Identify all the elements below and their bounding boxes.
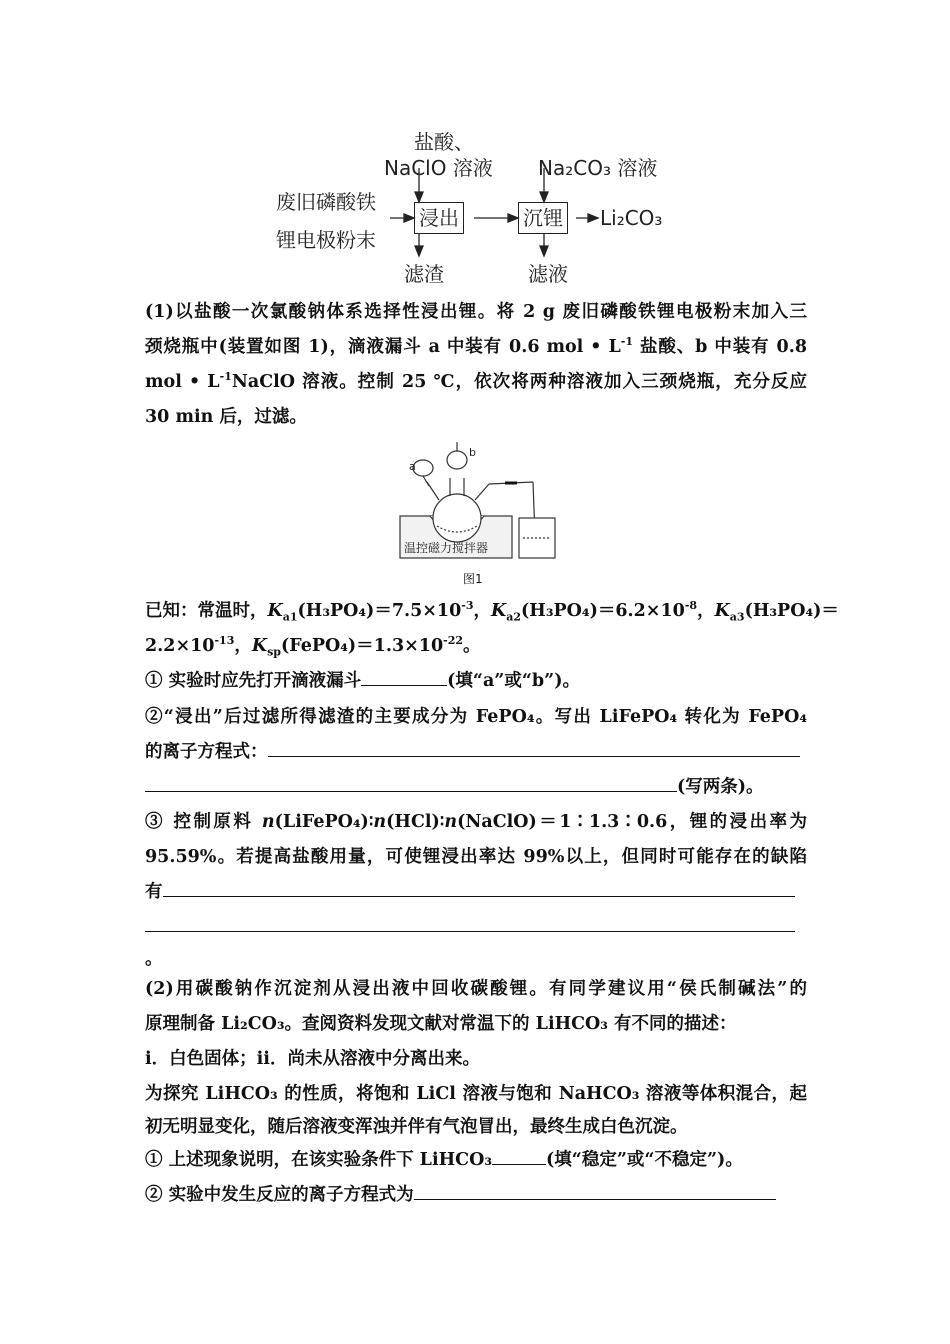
ka3-value: (H₃PO₄)＝ [744, 601, 839, 621]
question-3-line2: 95.59%。若提高盐酸用量，可使锂浸出率达 99%以上，但同时可能存在的缺陷 [145, 847, 807, 867]
question-3-line5: 。 [145, 949, 163, 969]
comma: ， [697, 601, 715, 621]
p2-q2-text: ② 实验中发生反应的离子方程式为 [145, 1185, 414, 1205]
ka1-exp: -3 [461, 599, 474, 613]
p1-line3 [145, 368, 807, 393]
figure-caption: 图1 [463, 572, 483, 586]
apparatus-figure [395, 438, 565, 588]
question-3-line1 [145, 808, 807, 833]
waste-residue: 滤渣 [404, 262, 444, 286]
p1-l2b: 盐酸、b 中装有 0.8 [633, 337, 807, 357]
known-line1 [145, 597, 839, 624]
k-symbol: K [714, 601, 730, 621]
question-3-line4 [145, 913, 807, 937]
apparatus-drawing [395, 438, 565, 568]
step-precipitation-box: 沉锂 [518, 202, 568, 234]
answer-blank-p2q1[interactable] [492, 1146, 546, 1165]
ksp-value: (FePO₄)＝1.3×10 [280, 636, 444, 656]
q3-l1d: (NaClO)＝1∶1.3∶0.6，锂的浸出率为 [457, 812, 807, 832]
stirrer-label: 温控磁力搅拌器 [404, 541, 489, 555]
ka2-value: (H₃PO₄)＝6.2×10 [521, 601, 685, 621]
q3-l1c: (HCl)∶ [386, 812, 445, 832]
ka1-sub: a1 [282, 610, 298, 624]
p1-l3-sup: -1 [219, 370, 232, 384]
answer-blank-q2b[interactable] [145, 773, 677, 792]
funnel-b-label: b [469, 446, 476, 459]
q1-text-a: ① 实验时应先打开滴液漏斗 [145, 671, 362, 691]
q3-l1b: (LiFePO₄)∶ [274, 812, 374, 832]
n-symbol: n [444, 812, 458, 832]
p2-line5: 初无明显变化，随后溶液变浑浊并伴有气泡冒出，最终生成白色沉淀。 [145, 1117, 688, 1137]
comma: ， [234, 636, 252, 656]
ka3-sub: a3 [729, 610, 745, 624]
p2-question-1 [145, 1146, 807, 1171]
p1-line2 [145, 333, 807, 358]
answer-blank-q2a[interactable] [268, 738, 800, 757]
p2-line1: (2)用碳酸钠作沉淀剂从浸出液中回收碳酸锂。有同学建议用“侯氏制碱法”的 [145, 979, 807, 999]
p2-line3: ⅰ．白色固体；ⅱ．尚未从溶液中分离出来。 [145, 1049, 480, 1069]
q2-suffix: (写两条)。 [677, 777, 764, 797]
p2-q1-suffix: (填“稳定”或“不稳定”)。 [546, 1150, 743, 1170]
process-flow-diagram [262, 120, 702, 290]
input-material-line2: 锂电极粉末 [276, 228, 376, 252]
p1-l3b: NaClO 溶液。控制 25 ℃，依次将两种溶液加入三颈烧瓶，充分反应 [231, 372, 807, 392]
funnel-a-label: a [409, 460, 416, 473]
n-symbol: n [373, 812, 387, 832]
ksp-exp: -22 [443, 634, 464, 648]
q2-label: 的离子方程式： [145, 742, 268, 762]
n-symbol: n [261, 812, 275, 832]
k-symbol: K [267, 601, 283, 621]
p1-l2a: 颈烧瓶中(装置如图 1)，滴液漏斗 a 中装有 0.6 mol • L [145, 337, 621, 357]
known-end: 。 [463, 636, 481, 656]
ka1-value: (H₃PO₄)＝7.5×10 [297, 601, 462, 621]
ksp-sub: sp [267, 645, 281, 659]
waste-filtrate: 滤液 [528, 262, 568, 286]
q3-l3: 有 [145, 882, 163, 902]
answer-blank-q3a[interactable] [163, 878, 795, 897]
reagent-na2co3: Na₂CO₃ 溶液 [538, 156, 658, 180]
question-2-line1: ②“浸出”后过滤所得滤渣的主要成分为 FePO₄。写出 LiFePO₄ 转化为 FePO₄ [145, 707, 807, 727]
question-2-line2 [145, 738, 807, 763]
step-leaching-box: 浸出 [414, 202, 464, 234]
ka3-exp: -13 [214, 634, 235, 648]
p1-line1: (1)以盐酸一次氯酸钠体系选择性浸出锂。将 2 g 废旧磷酸铁锂电极粉末加入三 [145, 302, 807, 322]
ka2-sub: a2 [506, 610, 522, 624]
reagent-hcl: 盐酸、 [414, 130, 474, 154]
question-2-line3 [145, 773, 807, 798]
input-material-line1: 废旧磷酸铁 [276, 190, 376, 214]
reagent-naclo: NaClO 溶液 [384, 156, 493, 180]
answer-blank-p2q2[interactable] [414, 1181, 776, 1200]
k-symbol: K [491, 601, 507, 621]
ka3-number: 2.2×10 [145, 636, 215, 656]
p1-line4: 30 min 后，过滤。 [145, 407, 307, 427]
product-li2co3: Li₂CO₃ [600, 206, 663, 230]
question-3-line3 [145, 878, 807, 903]
known-line2 [145, 632, 807, 657]
p2-line2: 原理制备 Li₂CO₃。查阅资料发现文献对常温下的 LiHCO₃ 有不同的描述： [145, 1014, 737, 1034]
k-symbol: K [251, 636, 268, 656]
ka2-exp: -8 [684, 599, 698, 613]
p1-l2-sup: -1 [620, 335, 634, 349]
question-1-line [145, 667, 807, 692]
q1-text-b: (填“a”或“b”)。 [447, 671, 580, 691]
p1-l3a: mol • L [145, 372, 220, 392]
p2-question-2 [145, 1181, 807, 1206]
p2-q1-text: ① 上述现象说明，在该实验条件下 LiHCO₃ [145, 1150, 493, 1170]
known-lead: 已知：常温时， [145, 601, 268, 621]
comma: ， [473, 601, 492, 621]
answer-blank-q1[interactable] [361, 667, 447, 686]
q3-l1a: ③ 控制原料 [145, 812, 262, 832]
answer-blank-q3b[interactable] [145, 913, 795, 932]
p2-line4: 为探究 LiHCO₃ 的性质，将饱和 LiCl 溶液与饱和 NaHCO₃ 溶液等体积混合，起 [145, 1084, 807, 1104]
